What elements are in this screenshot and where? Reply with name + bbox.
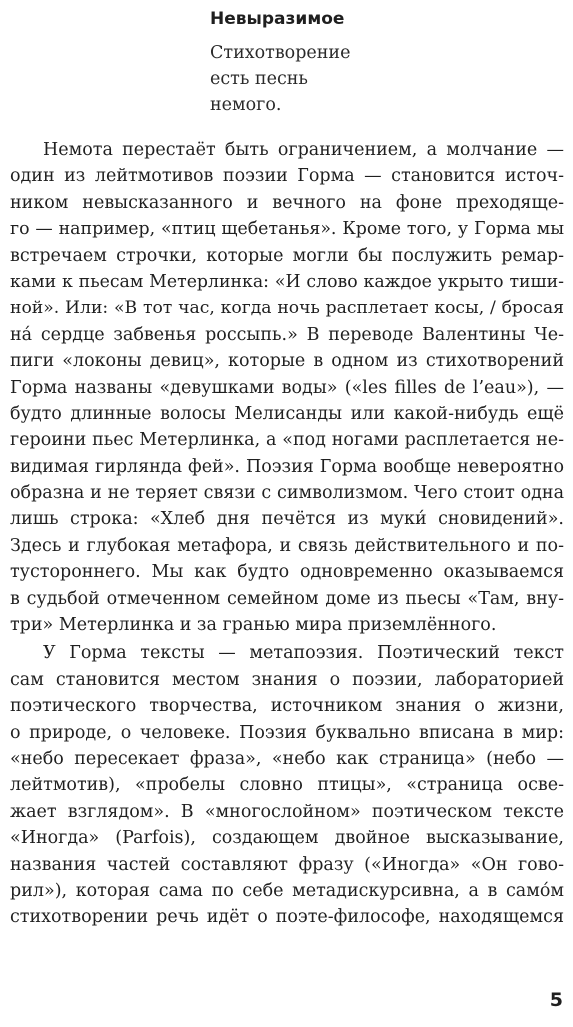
text-line: ной». Или: «В тот час, когда ночь расплетает косы, / бросая [10, 298, 564, 319]
text-line: образна и не теряет связи с символизмом. Чего стоит одна [10, 483, 564, 504]
text-line: лишь строка: «Хлеб дня печётся из муки́ сновидений». [10, 509, 564, 530]
text-line: У Горма тексты — метапоэзия. Поэтический текст [43, 643, 564, 664]
text-line: сам становится местом знания о поэзии, лабораторией [10, 669, 564, 690]
text-line: лейтмотив), «пробелы словно птицы», «страница осве- [10, 775, 564, 796]
paragraph-2 [10, 640, 564, 930]
text-line: встречаем строчки, которые могли бы послужить ремар- [10, 245, 564, 266]
text-line: видимая гирлянда фей». Поэзия Горма вообще невероятно [10, 456, 564, 477]
text-line: стихотворении речь идёт о поэте-философе, находящемся [10, 907, 564, 928]
body-text [10, 137, 564, 931]
text-line: будто длинные волосы Мелисанды или какой-нибудь ещё [10, 403, 564, 424]
text-line: Горма названы «девушками воды» («les filles de l’eau»), — [10, 377, 564, 398]
text-line: «Иногда» (Parfois), создающем двойное высказывание, [10, 828, 564, 849]
text-line: о природе, о человеке. Поэзия буквально вписана в мир: [10, 722, 564, 743]
paragraph-1 [10, 137, 564, 638]
text-line: героини пьес Метерлинка, а «под ногами расплетается не- [10, 430, 564, 451]
text-line: тустороннего. Мы как будто одновременно оказываемся [10, 562, 564, 583]
text-line: ником невысказанного и вечного на фоне преходяще- [10, 192, 564, 213]
text-line: рил»), которая сама по себе метадискурсивна, а в само́м [10, 880, 564, 901]
text-line: в судьбой отмеченном семейном доме из пьесы «Там, вну- [10, 588, 564, 609]
epigraph-line: есть песнь [210, 69, 308, 89]
text-line: «небо пересекает фраза», «небо как страница» (небо — [10, 748, 564, 769]
text-line: на́ сердце забвенья россыпь.» В переводе Валентины Че- [10, 324, 564, 345]
text-line: ками к пьесам Метерлинка: «И слово каждое укрыто тиши- [10, 271, 564, 292]
text-line: поэтического творчества, источником знания о жизни, [10, 696, 564, 717]
text-line: пиги «локоны девиц», которые в одном из стихотворений [10, 351, 564, 372]
text-line: Немота перестаёт быть ограничением, а молчание — [43, 140, 564, 160]
epigraph-poem [210, 40, 350, 118]
epigraph-line: немого. [210, 95, 282, 115]
page-number: 5 [549, 989, 563, 1011]
text-line: три» Метерлинка и за гранью мира приземлённого. [10, 615, 497, 636]
text-line: названия частей составляют фразу («Иногда» «Он гово- [10, 854, 564, 875]
text-line: го — например, «птиц щебетанья». Кроме того, у Горма мы [10, 219, 564, 240]
epigraph-line: Стихотворение [210, 43, 351, 63]
epigraph-title: Невыразимое [210, 9, 345, 29]
text-line: один из лейтмотивов поэзии Горма — становится источ- [10, 166, 564, 187]
text-line: жает взглядом». В «многослойном» поэтическом тексте [10, 801, 564, 822]
text-line: Здесь и глубокая метафора, и связь действительного и по- [10, 535, 564, 556]
